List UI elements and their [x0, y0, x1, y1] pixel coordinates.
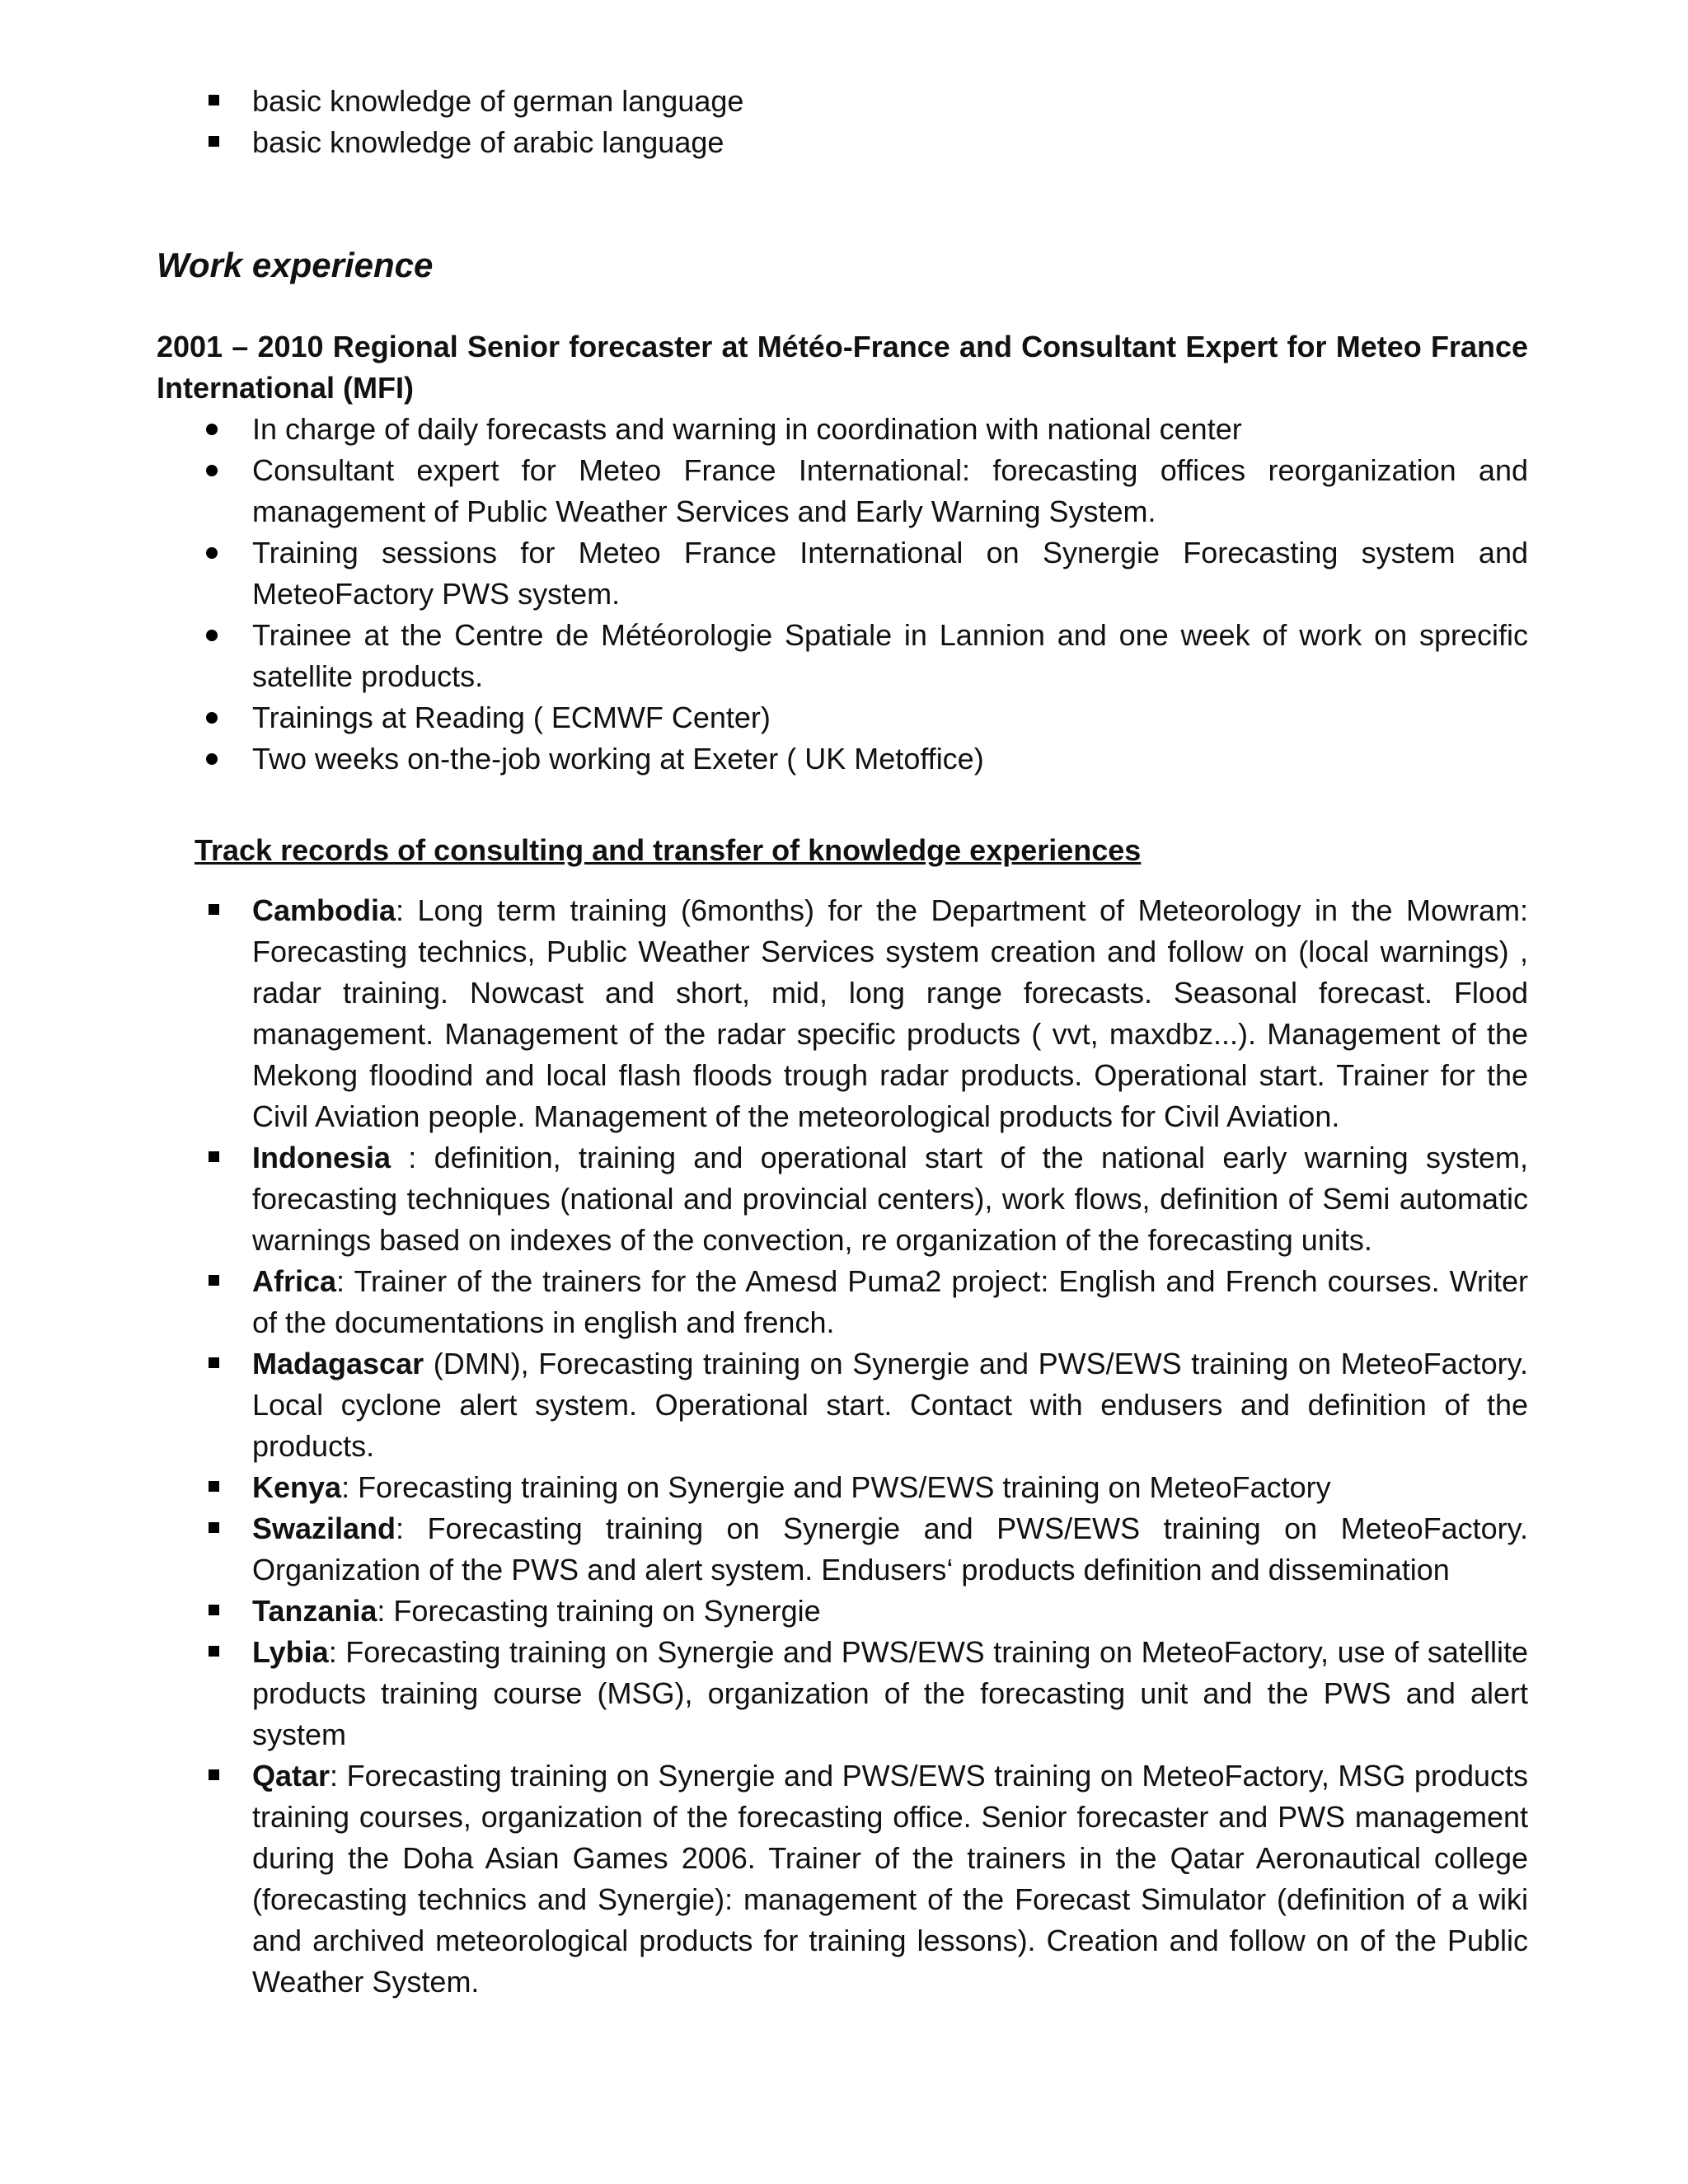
square-bullet-icon — [209, 904, 219, 915]
country-name: Madagascar — [252, 1347, 424, 1380]
duty-item: In charge of daily forecasts and warning in coordination with national center — [252, 412, 1242, 446]
square-bullet-icon — [209, 1646, 219, 1657]
track-record-entry — [252, 1261, 1528, 1343]
track-record-entry — [252, 1137, 1528, 1261]
duty-item: Consultant expert for Meteo France International: forecasting offices reorganization and management of Public Weather Services and Early Warning System. — [252, 453, 1528, 528]
track-records-heading: Track records of consulting and transfer of knowledge experiences — [195, 833, 1142, 867]
list-item — [0, 1467, 1688, 1508]
track-record-text: : Forecasting training on Synergie and PWS/EWS training on MeteoFactory, MSG products training courses, organization of the forecasting office. Senior forecaster and PWS management during the Doha Asian Games 2006. Trainer of the trainers in the Qatar Aeronautical college (forecasting technics and Synergie): management of the Forecast Simulator (definition of a wiki and archived meteorological products for training lessons). Creation and follow on of the Public Weather System. — [252, 1759, 1528, 1999]
track-record-text: : Forecasting training on Synergie and PWS/EWS training on MeteoFactory. Organization of the PWS and alert system. Endusers‘ products definition and dissemination — [252, 1511, 1528, 1586]
list-item — [0, 409, 1688, 450]
list-item — [0, 450, 1688, 532]
list-item — [0, 1261, 1688, 1343]
track-record-text: : Trainer of the trainers for the Amesd Puma2 project: English and French courses. Writer of the documentations in english and french. — [252, 1264, 1528, 1339]
track-record-text: : Forecasting training on Synergie and PWS/EWS training on MeteoFactory — [341, 1470, 1331, 1504]
list-item — [0, 1591, 1688, 1632]
track-record-entry — [252, 890, 1528, 1137]
duty-item: Trainee at the Centre de Météorologie Spatiale in Lannion and one week of work on sprecific satellite products. — [252, 618, 1528, 693]
track-record-text: : Forecasting training on Synergie — [377, 1594, 821, 1628]
square-bullet-icon — [209, 1481, 219, 1492]
country-name: Tanzania — [252, 1594, 377, 1628]
language-list — [0, 81, 1688, 163]
square-bullet-icon — [209, 136, 219, 147]
list-item — [0, 1632, 1688, 1755]
square-bullet-icon — [209, 1769, 219, 1780]
track-record-entry — [252, 1467, 1528, 1508]
round-bullet-icon — [206, 424, 218, 435]
track-records-list — [0, 890, 1688, 2003]
list-item — [0, 1137, 1688, 1261]
track-record-text: : Forecasting training on Synergie and PWS/EWS training on MeteoFactory, use of satellite products training course (MSG), organization of the forecasting unit and the PWS and alert system — [252, 1635, 1528, 1751]
list-item — [0, 738, 1688, 780]
duty-item: Two weeks on-the-job working at Exeter ( UK Metoffice) — [252, 742, 984, 776]
list-item — [0, 1508, 1688, 1591]
track-record-text: : Long term training (6months) for the Department of Meteorology in the Mowram: Forecasting technics, Public Weather Services system creation and follow on (local warnings) , radar training. Nowcast and short, mid, long range forecasts. Seasonal forecast. Flood management. Management of the radar specific products ( vvt, maxdbz...). Management of the Mekong floodind and local flash floods trough radar products. Operational start. Trainer for the Civil Aviation people. Management of the meteorological products for Civil Aviation. — [252, 893, 1528, 1133]
square-bullet-icon — [209, 1522, 219, 1533]
list-item — [0, 697, 1688, 738]
track-record-entry — [252, 1591, 1528, 1632]
job-duties-list — [0, 409, 1688, 780]
list-item — [0, 890, 1688, 1137]
list-item — [0, 81, 1688, 122]
list-item — [0, 1343, 1688, 1467]
list-item — [0, 122, 1688, 163]
country-name: Indonesia — [252, 1141, 392, 1174]
round-bullet-icon — [206, 712, 218, 724]
track-record-entry — [252, 1343, 1528, 1467]
track-record-entry — [252, 1508, 1528, 1591]
language-item: basic knowledge of arabic language — [252, 125, 724, 159]
country-name: Cambodia — [252, 893, 396, 927]
round-bullet-icon — [206, 753, 218, 765]
track-record-entry — [252, 1632, 1528, 1755]
section-heading: Work experience — [157, 246, 434, 284]
track-record-entry — [252, 1755, 1528, 2003]
country-name: Kenya — [252, 1470, 342, 1504]
language-item: basic knowledge of german language — [252, 84, 744, 118]
square-bullet-icon — [209, 1357, 219, 1368]
country-name: Lybia — [252, 1635, 329, 1669]
list-item — [0, 532, 1688, 615]
list-item — [0, 615, 1688, 697]
track-record-text: (DMN), Forecasting training on Synergie and PWS/EWS training on MeteoFactory. Local cyclone alert system. Operational start. Contact with endusers and definition of the products. — [252, 1347, 1528, 1463]
square-bullet-icon — [209, 1151, 219, 1162]
job-title: 2001 – 2010 Regional Senior forecaster at Météo-France and Consultant Expert for Meteo France International (MFI) — [157, 330, 1528, 405]
country-name: Africa — [252, 1264, 337, 1298]
square-bullet-icon — [209, 1275, 219, 1286]
country-name: Swaziland — [252, 1511, 396, 1545]
round-bullet-icon — [206, 630, 218, 641]
round-bullet-icon — [206, 465, 218, 476]
track-record-text: : definition, training and operational start of the national early warning system, forecasting techniques (national and provincial centers), work flows, definition of Semi automatic warnings based on indexes of the convection, re organization of the forecasting units. — [252, 1141, 1528, 1257]
square-bullet-icon — [209, 95, 219, 105]
round-bullet-icon — [206, 547, 218, 559]
list-item — [0, 1755, 1688, 2003]
square-bullet-icon — [209, 1605, 219, 1615]
country-name: Qatar — [252, 1759, 331, 1793]
duty-item: Trainings at Reading ( ECMWF Center) — [252, 701, 771, 734]
duty-item: Training sessions for Meteo France International on Synergie Forecasting system and MeteoFactory PWS system. — [252, 536, 1528, 611]
